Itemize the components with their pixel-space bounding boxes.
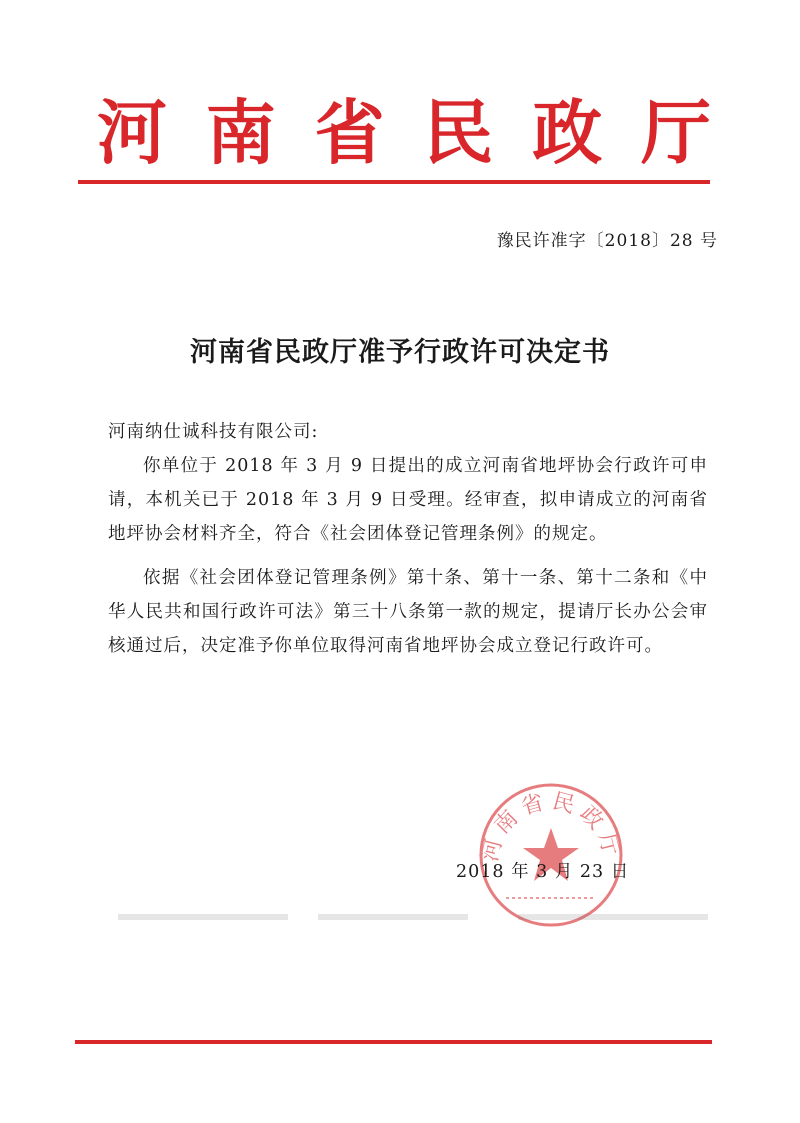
faint-bleed-through — [118, 904, 718, 930]
document-body — [108, 415, 708, 663]
masthead-char: 南 — [205, 90, 276, 174]
masthead-char: 省 — [314, 90, 385, 174]
document-number: 豫民许准字〔2018〕28 号 — [496, 231, 718, 251]
masthead-char: 厅 — [640, 90, 711, 174]
issue-date: 2018 年 3 月 23 日 — [456, 862, 630, 882]
masthead-char: 河 — [97, 90, 167, 174]
masthead-char: 政 — [532, 90, 603, 174]
footer-divider — [75, 1040, 712, 1044]
header-divider — [78, 180, 710, 184]
document-title: 河南省民政厅准予行政许可决定书 — [190, 337, 610, 368]
addressee: 河南纳仕诚科技有限公司: — [108, 422, 319, 442]
body-paragraph: 你单位于 2018 年 3 月 9 日提出的成立河南省地坪协会行政许可申请，本机关已于 2018 年 3 月 9 日受理。经审查，拟申请成立的河南省地坪协会材料齐全，符合《社会团体登记管理条例》的规定。 — [108, 456, 708, 544]
body-paragraph: 依据《社会团体登记管理条例》第十条、第十一条、第十二条和《中华人民共和国行政许可法》第三十八条第一款的规定，提请厅长办公会审核通过后，决定准予你单位取得河南省地坪协会成立登记行政许可。 — [108, 568, 708, 656]
masthead-char: 民 — [423, 90, 494, 174]
masthead — [84, 82, 724, 172]
svg-text:河南省民政厅: 河南省民政厅 — [477, 788, 625, 865]
